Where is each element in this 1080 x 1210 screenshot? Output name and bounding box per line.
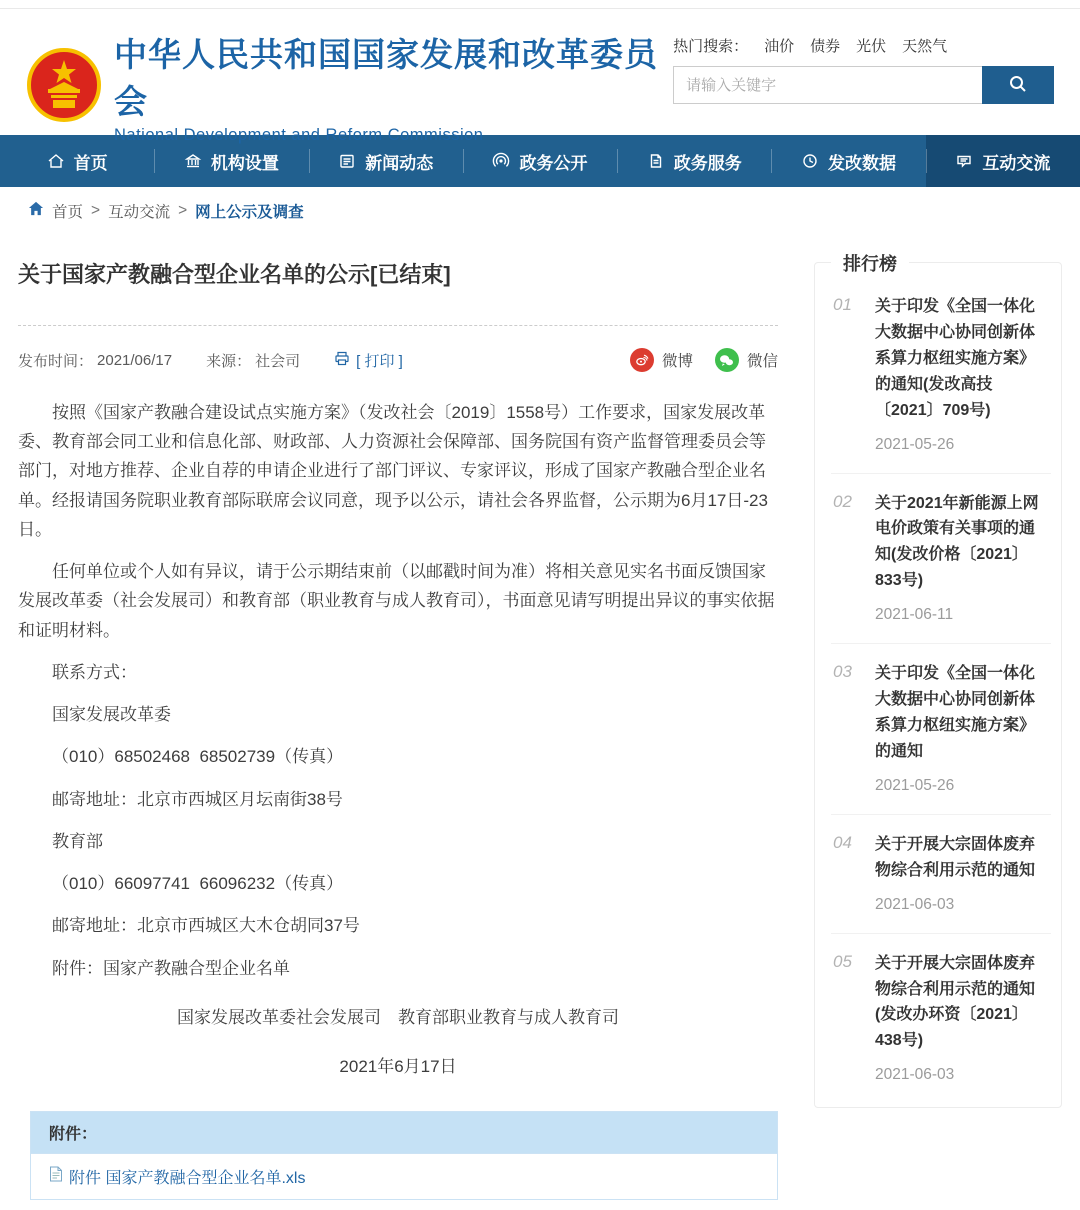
- rank-item-5[interactable]: [831, 934, 1051, 1104]
- ranking-sidebar: [814, 254, 1062, 1108]
- nav-label: 发改数据: [828, 153, 897, 173]
- publish-time: 发布时间： 2021/06/17: [18, 351, 173, 370]
- ranking-title: 排行榜: [831, 250, 909, 276]
- site-title-en: National Development and Reform Commission: [114, 126, 484, 144]
- home-icon: [47, 152, 65, 170]
- interaction-icon: [955, 152, 973, 170]
- rank-item-date: 2021-05-26: [875, 435, 955, 453]
- page-title: 关于国家产教融合型企业名单的公示[已结束]: [18, 262, 451, 287]
- paragraph: （010）68502468 68502739（传真）: [52, 747, 344, 767]
- breadcrumb-home-icon: [28, 201, 44, 221]
- share-weibo-label: 微博: [661, 353, 693, 370]
- rank-item-date: 2021-06-03: [875, 895, 955, 913]
- paragraph: 任何单位或个人如有异议，请于公示期结束前（以邮戳时间为准）将相关意见实名书面反馈国家发展改革委（社会发展司）和教育部（职业教育与成人教育司），书面意见请写明提出异议的事实依据和证明材料。: [18, 562, 775, 640]
- news-icon: [338, 152, 356, 170]
- rank-item-title: 关于印发《全国一体化大数据中心协同创新体系算力枢纽实施方案》的通知(发改高技〔2021〕709号): [875, 298, 1036, 419]
- wechat-icon: [715, 348, 739, 372]
- breadcrumb-home[interactable]: 首页: [52, 204, 84, 221]
- article-body: [18, 398, 778, 1081]
- site-title-cn: 中华人民共和国国家发展和改革委员会: [114, 36, 658, 120]
- nav-label: 互动交流: [982, 153, 1051, 173]
- search-input[interactable]: [673, 66, 982, 104]
- rank-number: 01: [833, 295, 852, 314]
- nav-item-data[interactable]: [771, 135, 925, 187]
- search-icon: [1008, 74, 1028, 97]
- rank-item-date: 2021-06-11: [875, 606, 954, 624]
- share-wechat-button[interactable]: [715, 348, 778, 372]
- paragraph: 国家发展改革委: [52, 705, 171, 725]
- title-divider: [18, 325, 778, 326]
- breadcrumb-interaction[interactable]: 互动交流: [108, 204, 171, 221]
- site-header: [0, 9, 1080, 144]
- nav-item-home[interactable]: [0, 135, 154, 187]
- attachment-row: [31, 1153, 777, 1199]
- rank-number: 04: [833, 832, 852, 852]
- breadcrumb-separator: >: [178, 202, 188, 219]
- nav-item-news[interactable]: [309, 135, 463, 187]
- national-emblem-icon: [26, 47, 102, 128]
- rank-item-2[interactable]: [831, 474, 1051, 645]
- hot-search-bar: [673, 35, 1054, 56]
- rank-item-title: 关于2021年新能源上网电价政策有关事项的通知(发改价格〔2021〕833号): [875, 494, 1039, 590]
- weibo-icon: [630, 348, 654, 372]
- paragraph: 邮寄地址：北京市西城区月坛南街38号: [52, 789, 343, 809]
- data-icon: [801, 152, 819, 170]
- rank-number: 05: [833, 951, 852, 971]
- hot-search-label: 热门搜索：: [673, 38, 749, 55]
- attachment-box: [30, 1111, 778, 1200]
- rank-item-title: 关于开展大宗固体废弃物综合利用示范的通知: [875, 835, 1036, 879]
- share-wechat-label: 微信: [746, 353, 778, 370]
- paragraph: 按照《国家产教融合建设试点实施方案》（发改社会〔2019〕1558号）工作要求，国家发展改革委、教育部会同工业和信息化部、财政部、人力资源社会保障部、国务院国有资产监督管理委员会等部门，对地方推荐、企业自荐的申请企业进行了部门评议、专家评议，形成了国家产教融合型企业名单。经报请国务院职业教育部际联席会议同意，现予以公示，请社会各界监督，公示期为6月17日-23日。: [18, 403, 768, 539]
- nav-label: 政务服务: [673, 153, 742, 173]
- share-weibo-button[interactable]: [630, 348, 693, 372]
- source: 来源： 社会司: [206, 352, 301, 370]
- article-meta: [18, 348, 778, 372]
- nav-label: 首页: [73, 153, 108, 173]
- paragraph: 教育部: [52, 831, 103, 851]
- nav-item-disclosure[interactable]: [463, 135, 617, 187]
- print-button[interactable]: [ 打印 ]: [334, 350, 403, 371]
- hot-search-term-oil[interactable]: 油价: [764, 38, 795, 55]
- printer-icon: [334, 351, 350, 370]
- main-nav: [0, 135, 1080, 187]
- paragraph: 附件：国家产教融合型企业名单: [52, 958, 290, 978]
- breadcrumb-current: 网上公示及调查: [195, 204, 304, 221]
- service-icon: [647, 152, 665, 170]
- rank-number: 03: [833, 662, 852, 682]
- rank-item-3[interactable]: [831, 644, 1051, 815]
- article-main: [18, 232, 778, 1210]
- attachment-link[interactable]: 附件 国家产教融合型企业名单.xls: [69, 1170, 306, 1188]
- rank-item-1[interactable]: [831, 277, 1051, 474]
- rank-item-date: 2021-05-26: [875, 776, 955, 794]
- paragraph: 邮寄地址：北京市西城区大木仓胡同37号: [52, 916, 360, 936]
- rank-item-date: 2021-06-03: [875, 1066, 955, 1084]
- file-icon: [49, 1166, 63, 1187]
- rank-item-title: 关于印发《全国一体化大数据中心协同创新体系算力枢纽实施方案》的通知: [875, 665, 1036, 760]
- paragraph: （010）66097741 66096232（传真）: [52, 874, 344, 894]
- signature-date: 2021年6月17日: [339, 1056, 457, 1076]
- top-strip: [0, 0, 1080, 9]
- nav-label: 政务公开: [519, 153, 588, 173]
- hot-search-term-gas[interactable]: 天然气: [902, 38, 948, 55]
- nav-label: 新闻动态: [365, 153, 434, 173]
- search-button[interactable]: [982, 66, 1054, 104]
- hot-search-term-bond[interactable]: 债券: [810, 38, 841, 55]
- rank-number: 02: [833, 491, 852, 511]
- institution-icon: [184, 152, 202, 170]
- breadcrumb-separator: >: [91, 202, 101, 219]
- attachment-header: 附件：: [31, 1112, 777, 1153]
- signature: 国家发展改革委社会发展司 教育部职业教育与成人教育司: [177, 1007, 619, 1027]
- nav-label: 机构设置: [210, 153, 279, 173]
- disclosure-icon: [492, 152, 510, 170]
- nav-item-interaction[interactable]: [926, 135, 1080, 187]
- paragraph: 联系方式：: [52, 662, 137, 682]
- nav-item-service[interactable]: [617, 135, 771, 187]
- rank-item-title: 关于开展大宗固体废弃物综合利用示范的通知(发改办环资〔2021〕438号): [875, 954, 1036, 1050]
- site-brand: [26, 29, 673, 145]
- hot-search-term-pv[interactable]: 光伏: [856, 38, 887, 55]
- nav-item-institution[interactable]: [154, 135, 308, 187]
- rank-item-4[interactable]: [831, 815, 1051, 934]
- breadcrumb: [0, 187, 1080, 232]
